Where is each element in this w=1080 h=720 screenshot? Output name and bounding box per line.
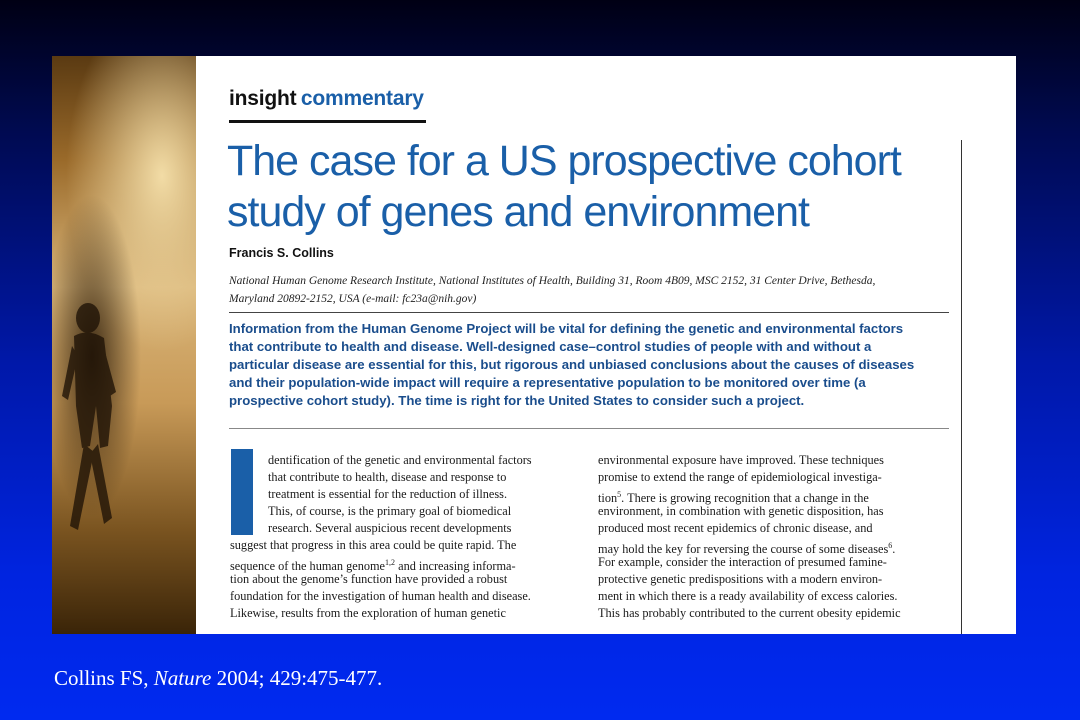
body-line: tion about the genome’s function have provided a robust [230,572,508,586]
body-text: . There is growing recognition that a change in the [621,491,869,506]
body-line: This, of course, is the primary goal of biomedical [268,504,512,518]
walking-figure-silhouette [52,56,196,634]
slide-citation [54,665,382,691]
body-line [598,537,950,557]
paper-page [196,56,1016,634]
title-line: study of genes and environment [227,188,809,236]
reference-superscript: 1,2 [385,558,396,567]
column-rule [961,140,962,634]
body-text: sequence of the human genome [230,559,386,574]
section-label-commentary: commentary [300,87,424,110]
article-author: Francis S. Collins [229,246,334,260]
body-line: produced most recent epidemics of chronic disease, and [598,521,873,535]
reference-superscript: 5 [617,490,622,499]
body-line: suggest that progress in this area could be quite rapid. The [230,538,517,552]
abstract-line: particular disease are essential for this, but rigorous and unbiased conclusions about the causes of diseases [229,357,915,372]
body-line [230,554,578,574]
title-line: The case for a US prospective cohort [227,137,901,185]
body-line: ment in which there is a ready availability of excess calories. [598,589,898,603]
abstract-divider [229,312,949,313]
body-line: For example, consider the interaction of presumed famine- [598,555,887,569]
article-abstract [229,320,949,410]
affiliation-line: Maryland 20892-2152, USA (e-mail: fc23a@nih.gov) [229,293,477,305]
citation-authors: Collins FS, [54,666,154,690]
body-line: dentification of the genetic and environmental factors [268,453,532,467]
citation-details: 2004; 429:475-477. [211,666,383,690]
body-line: promise to extend the range of epidemiological investiga- [598,470,882,484]
abstract-line: that contribute to health and disease. Well-designed case–control studies of people with and without a [229,339,872,354]
body-text: tion [598,491,618,506]
abstract-line: and their population-wide impact will require a representative population to be monitored over time (a [229,375,866,390]
body-text: may hold the key for reversing the course of some diseases [598,542,889,557]
body-line: environmental exposure have improved. These techniques [598,453,884,467]
body-line: environment, in combination with genetic disposition, has [598,504,884,518]
author-affiliation [229,272,929,308]
body-line: foundation for the investigation of human health and disease. [230,589,531,603]
body-column-left [230,452,578,622]
body-line: research. Several auspicious recent developments [268,521,512,535]
abstract-line: prospective cohort study). The time is right for the United States to consider such a project. [229,393,805,408]
body-line [598,486,950,506]
abstract-line: Information from the Human Genome Project will be vital for defining the genetic and environmental factors [229,321,904,336]
body-line: treatment is essential for the reduction of illness. [268,487,508,501]
affiliation-line: National Human Genome Research Institute, National Institutes of Health, Building 31, Room 4B09, MSC 2152, 31 Center Drive, Bethesda, [229,275,876,287]
article-title [227,136,947,238]
body-line: protective genetic predispositions with a modern environ- [598,572,883,586]
reference-superscript: 6 [888,541,893,550]
section-label-insight: insight [229,87,297,110]
section-header [229,86,426,123]
article-screenshot [52,56,1016,634]
abstract-end-divider [229,428,949,429]
body-line: This has probably contributed to the current obesity epidemic [598,606,901,620]
body-column-right [598,452,950,622]
body-line: that contribute to health, disease and response to [268,470,507,484]
body-text: . [892,542,896,557]
body-text: and increasing informa- [395,559,516,574]
body-line: Likewise, results from the exploration of human genetic [230,606,506,620]
citation-journal: Nature [153,666,212,690]
